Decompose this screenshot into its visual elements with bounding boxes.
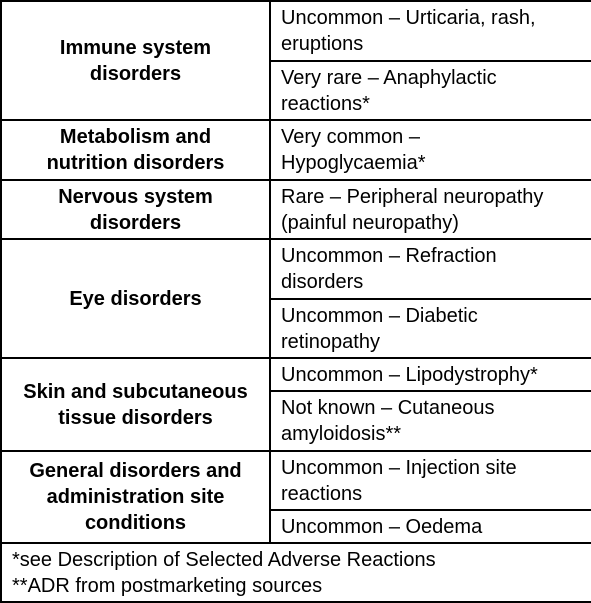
soc-label-line: tissue disorders xyxy=(58,406,213,429)
soc-label-line: administration site xyxy=(46,486,225,508)
soc-label-line: Skin and subcutaneous xyxy=(23,380,248,403)
reaction-cell xyxy=(270,391,591,451)
reaction-cell xyxy=(270,239,591,299)
footnote: **ADR from postmarketing sources xyxy=(12,574,323,597)
footnote: *see Description of Selected Adverse Reactions xyxy=(12,548,436,571)
soc-label-line: Immune system xyxy=(59,36,212,59)
soc-label-line: disorders xyxy=(89,211,182,234)
soc-label-line: disorders xyxy=(89,62,182,85)
reaction-line: Hypoglycaemia* xyxy=(281,152,426,174)
soc-nervous-system xyxy=(1,180,270,239)
table-row xyxy=(1,451,591,510)
soc-label-line: Metabolism and xyxy=(59,126,212,148)
soc-general-administration xyxy=(1,451,270,543)
table-row xyxy=(1,120,591,180)
reaction-line: Not known – Cutaneous xyxy=(281,397,495,419)
reaction-cell xyxy=(270,120,591,180)
reaction-line: reactions* xyxy=(281,92,370,115)
table-row xyxy=(1,543,591,602)
soc-immune-system xyxy=(1,1,270,120)
reaction-line: eruptions xyxy=(281,33,364,55)
reaction-cell xyxy=(270,451,591,510)
soc-label-line: nutrition disorders xyxy=(46,152,225,174)
reaction-line: disorders xyxy=(281,271,364,293)
reaction-line: (painful neuropathy) xyxy=(281,211,459,234)
soc-label-line: Nervous system xyxy=(58,185,213,208)
table-row xyxy=(1,239,591,299)
reaction-cell xyxy=(270,180,591,239)
reaction-line: Uncommon – Oedema xyxy=(281,515,483,538)
reaction-line: Very common – xyxy=(281,126,420,148)
reaction-line: reactions xyxy=(281,482,363,505)
reaction-line: Uncommon – Injection site xyxy=(281,456,517,479)
reaction-line: Very rare – Anaphylactic xyxy=(281,66,497,89)
soc-label-line: conditions xyxy=(84,512,187,534)
reaction-cell xyxy=(270,61,591,120)
reaction-line: Uncommon – Diabetic xyxy=(281,304,478,327)
footnotes xyxy=(1,543,591,602)
table-row xyxy=(1,358,591,391)
reaction-cell xyxy=(270,299,591,358)
reaction-line: amyloidosis** xyxy=(281,423,402,445)
reaction-line: Uncommon – Refraction xyxy=(281,245,497,267)
reaction-line: Uncommon – Lipodystrophy* xyxy=(281,363,538,386)
table-row xyxy=(1,1,591,61)
reaction-line: Uncommon – Urticaria, rash, xyxy=(281,7,536,29)
soc-metabolism-nutrition xyxy=(1,120,270,180)
soc-label-line: Eye disorders xyxy=(69,287,202,310)
soc-label-line: General disorders and xyxy=(29,460,242,482)
soc-skin-subcutaneous xyxy=(1,358,270,451)
reaction-line: retinopathy xyxy=(281,330,380,353)
table-row xyxy=(1,180,591,239)
reaction-cell xyxy=(270,510,591,543)
reaction-cell xyxy=(270,1,591,61)
reaction-line: Rare – Peripheral neuropathy xyxy=(281,185,544,208)
reaction-cell xyxy=(270,358,591,391)
soc-eye xyxy=(1,239,270,358)
